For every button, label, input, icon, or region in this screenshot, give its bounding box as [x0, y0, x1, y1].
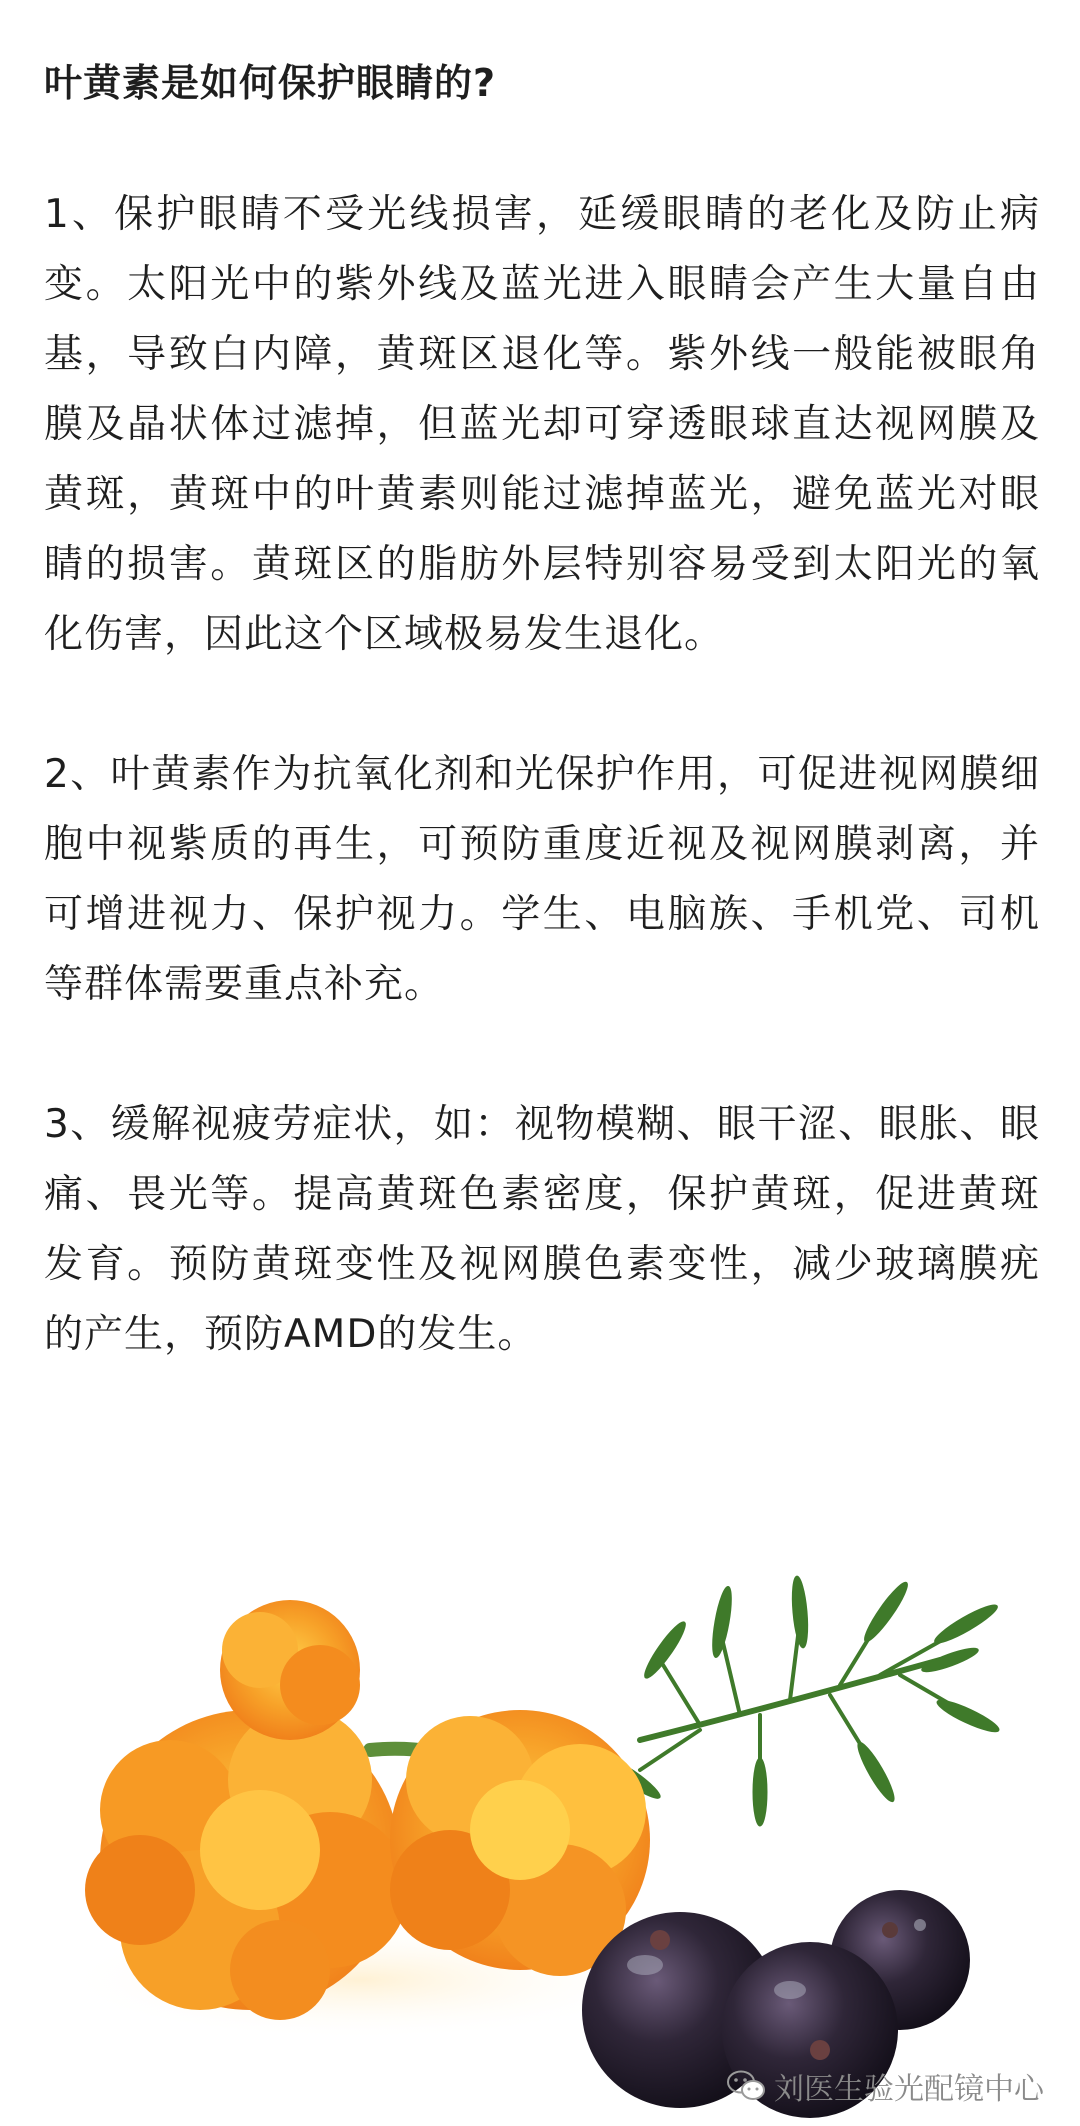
paragraph-3: 3、缓解视疲劳症状，如：视物模糊、眼干涩、眼胀、眼痛、畏光等。提高黄斑色素密度，保护黄斑，促进黄斑发育。预防黄斑变性及视网膜色素变性，减少玻璃膜疣的产生，预防AMD的发生。	[44, 1102, 1040, 1357]
paragraph-2: 2、叶黄素作为抗氧化剂和光保护作用，可促进视网膜细胞中视紫质的再生，可预防重度近视及视网膜剥离，并可增进视力、保护视力。学生、电脑族、手机党、司机等群体需要重点补充。	[44, 752, 1040, 1007]
marigold-flower-icon	[220, 1600, 360, 1740]
article	[44, 48, 1040, 1440]
watermark	[726, 2064, 1044, 2108]
marigold-flower-icon	[390, 1710, 650, 1976]
illustration-marigold-and-berries	[0, 1510, 1080, 2126]
herb-sprig-icon	[600, 1576, 1002, 1826]
watermark-text: 刘医生验光配镜中心	[774, 2072, 1044, 2107]
illustration-canvas	[0, 1510, 1080, 2126]
wechat-icon	[726, 2069, 766, 2103]
article-title: 叶黄素是如何保护眼睛的?	[44, 61, 497, 105]
paragraph-1: 1、保护眼睛不受光线损害，延缓眼睛的老化及防止病变。太阳光中的紫外线及蓝光进入眼睛会产生大量自由基，导致白内障，黄斑区退化等。紫外线一般能被眼角膜及晶状体过滤掉，但蓝光却可穿透眼球直达视网膜及黄斑，黄斑中的叶黄素则能过滤掉蓝光，避免蓝光对眼睛的损害。黄斑区的脂肪外层特别容易受到太阳光的氧化伤害，因此这个区域极易发生退化。	[44, 192, 1040, 657]
